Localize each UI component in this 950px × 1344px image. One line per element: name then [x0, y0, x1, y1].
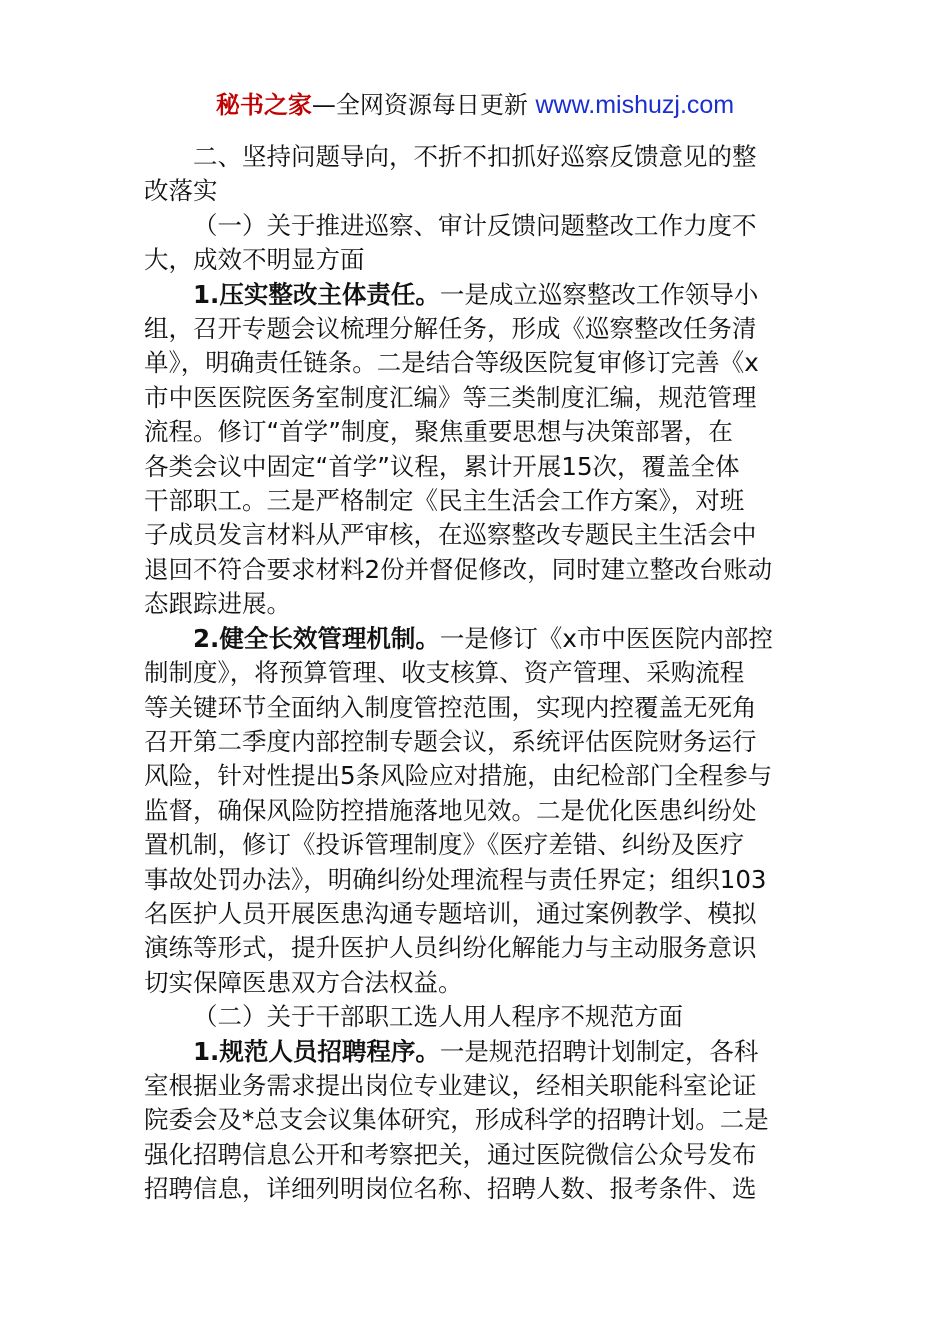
- text-line: 二、坚持问题导向，不折不扣抓好巡察反馈意见的整: [193, 142, 757, 171]
- site-header: [0, 88, 950, 122]
- text-line: 等关键环节全面纳入制度管控范围，实现内控覆盖无死角: [144, 692, 757, 722]
- text-line: 流程。修订“首学”制度，聚焦重要思想与决策部署，在: [144, 417, 733, 447]
- text-line: 各类会议中固定“首学”议程，累计开展15次，覆盖全体: [144, 451, 740, 481]
- subsection-heading: [144, 209, 810, 278]
- text-line: 监督，确保风险防控措施落地见效。二是优化医患纠纷处: [144, 795, 757, 825]
- brand-name: 秘书之家: [215, 91, 312, 119]
- text-line: 大，成效不明显方面: [144, 245, 365, 275]
- text-line: 态跟踪进展。: [144, 589, 291, 619]
- text-line: 干部职工。三是严格制定《民主生活会工作方案》，对班: [144, 486, 745, 516]
- text-line: 院委会及*总支会议集体研究，形成科学的招聘计划。二是: [144, 1105, 769, 1135]
- text-line: [144, 278, 810, 312]
- text-line: 名医护人员开展医患沟通专题培训，通过案例教学、模拟: [144, 898, 757, 928]
- text-line: [144, 1035, 810, 1069]
- text-line: （一）关于推进巡察、审计反馈问题整改工作力度不: [193, 210, 757, 240]
- item-text: 一是成立巡察整改工作领导小: [439, 279, 759, 309]
- text-line: 子成员发言材料从严审核，在巡察整改专题民主生活会中: [144, 520, 757, 550]
- text-line: 风险，针对性提出5条风险应对措施，由纪检部门全程参与: [144, 761, 773, 791]
- text-line: 组，召开专题会议梳理分解任务，形成《巡察整改任务清: [144, 314, 757, 344]
- text-line: 强化招聘信息公开和考察把关，通过医院微信公众号发布: [144, 1139, 757, 1169]
- text-line: 置机制，修订《投诉管理制度》《医疗差错、纠纷及医疗: [144, 830, 745, 860]
- text-line: 制制度》，将预算管理、收支核算、资产管理、采购流程: [144, 658, 745, 688]
- paragraph-item: [144, 622, 810, 1000]
- site-url-link[interactable]: www.mishuzj.com: [535, 91, 735, 119]
- paragraph-item: [144, 278, 810, 622]
- item-text: 一是修订《x市中医医院内部控: [439, 623, 773, 653]
- document-body: [144, 140, 810, 1207]
- text-line: 召开第二季度内部控制专题会议，系统评估医院财务运行: [144, 726, 757, 756]
- item-heading: 2.健全长效管理机制。: [193, 623, 440, 653]
- paragraph-item: [144, 1035, 810, 1207]
- text-line: 演练等形式，提升医护人员纠纷化解能力与主动服务意识: [144, 933, 757, 963]
- text-line: 改落实: [144, 176, 218, 206]
- text-line: 市中医医院医务室制度汇编》等三类制度汇编，规范管理: [144, 382, 757, 412]
- text-line: 切实保障医患双方合法权益。: [144, 967, 463, 997]
- text-line: [144, 622, 810, 656]
- item-heading: 1.规范人员招聘程序。: [193, 1036, 440, 1066]
- text-line: （二）关于干部职工选人用人程序不规范方面: [193, 1002, 683, 1032]
- text-line: 事故处罚办法》，明确纠纷处理流程与责任界定；组织103: [144, 864, 767, 894]
- item-text: 一是规范招聘计划制定，各科: [439, 1036, 759, 1066]
- item-heading: 1.压实整改主体责任。: [193, 279, 440, 309]
- text-line: 室根据业务需求提出岗位专业建议，经相关职能科室论证: [144, 1070, 757, 1100]
- header-tagline: —全网资源每日更新: [311, 91, 536, 119]
- text-line: 退回不符合要求材料2份并督促修改，同时建立整改台账动: [144, 554, 773, 584]
- text-line: 招聘信息，详细列明岗位名称、招聘人数、报考条件、选: [144, 1174, 757, 1204]
- section-heading: [144, 140, 810, 209]
- text-line: 单》，明确责任链条。二是结合等级医院复审修订完善《x: [144, 348, 759, 378]
- subsection-heading: [144, 1000, 810, 1034]
